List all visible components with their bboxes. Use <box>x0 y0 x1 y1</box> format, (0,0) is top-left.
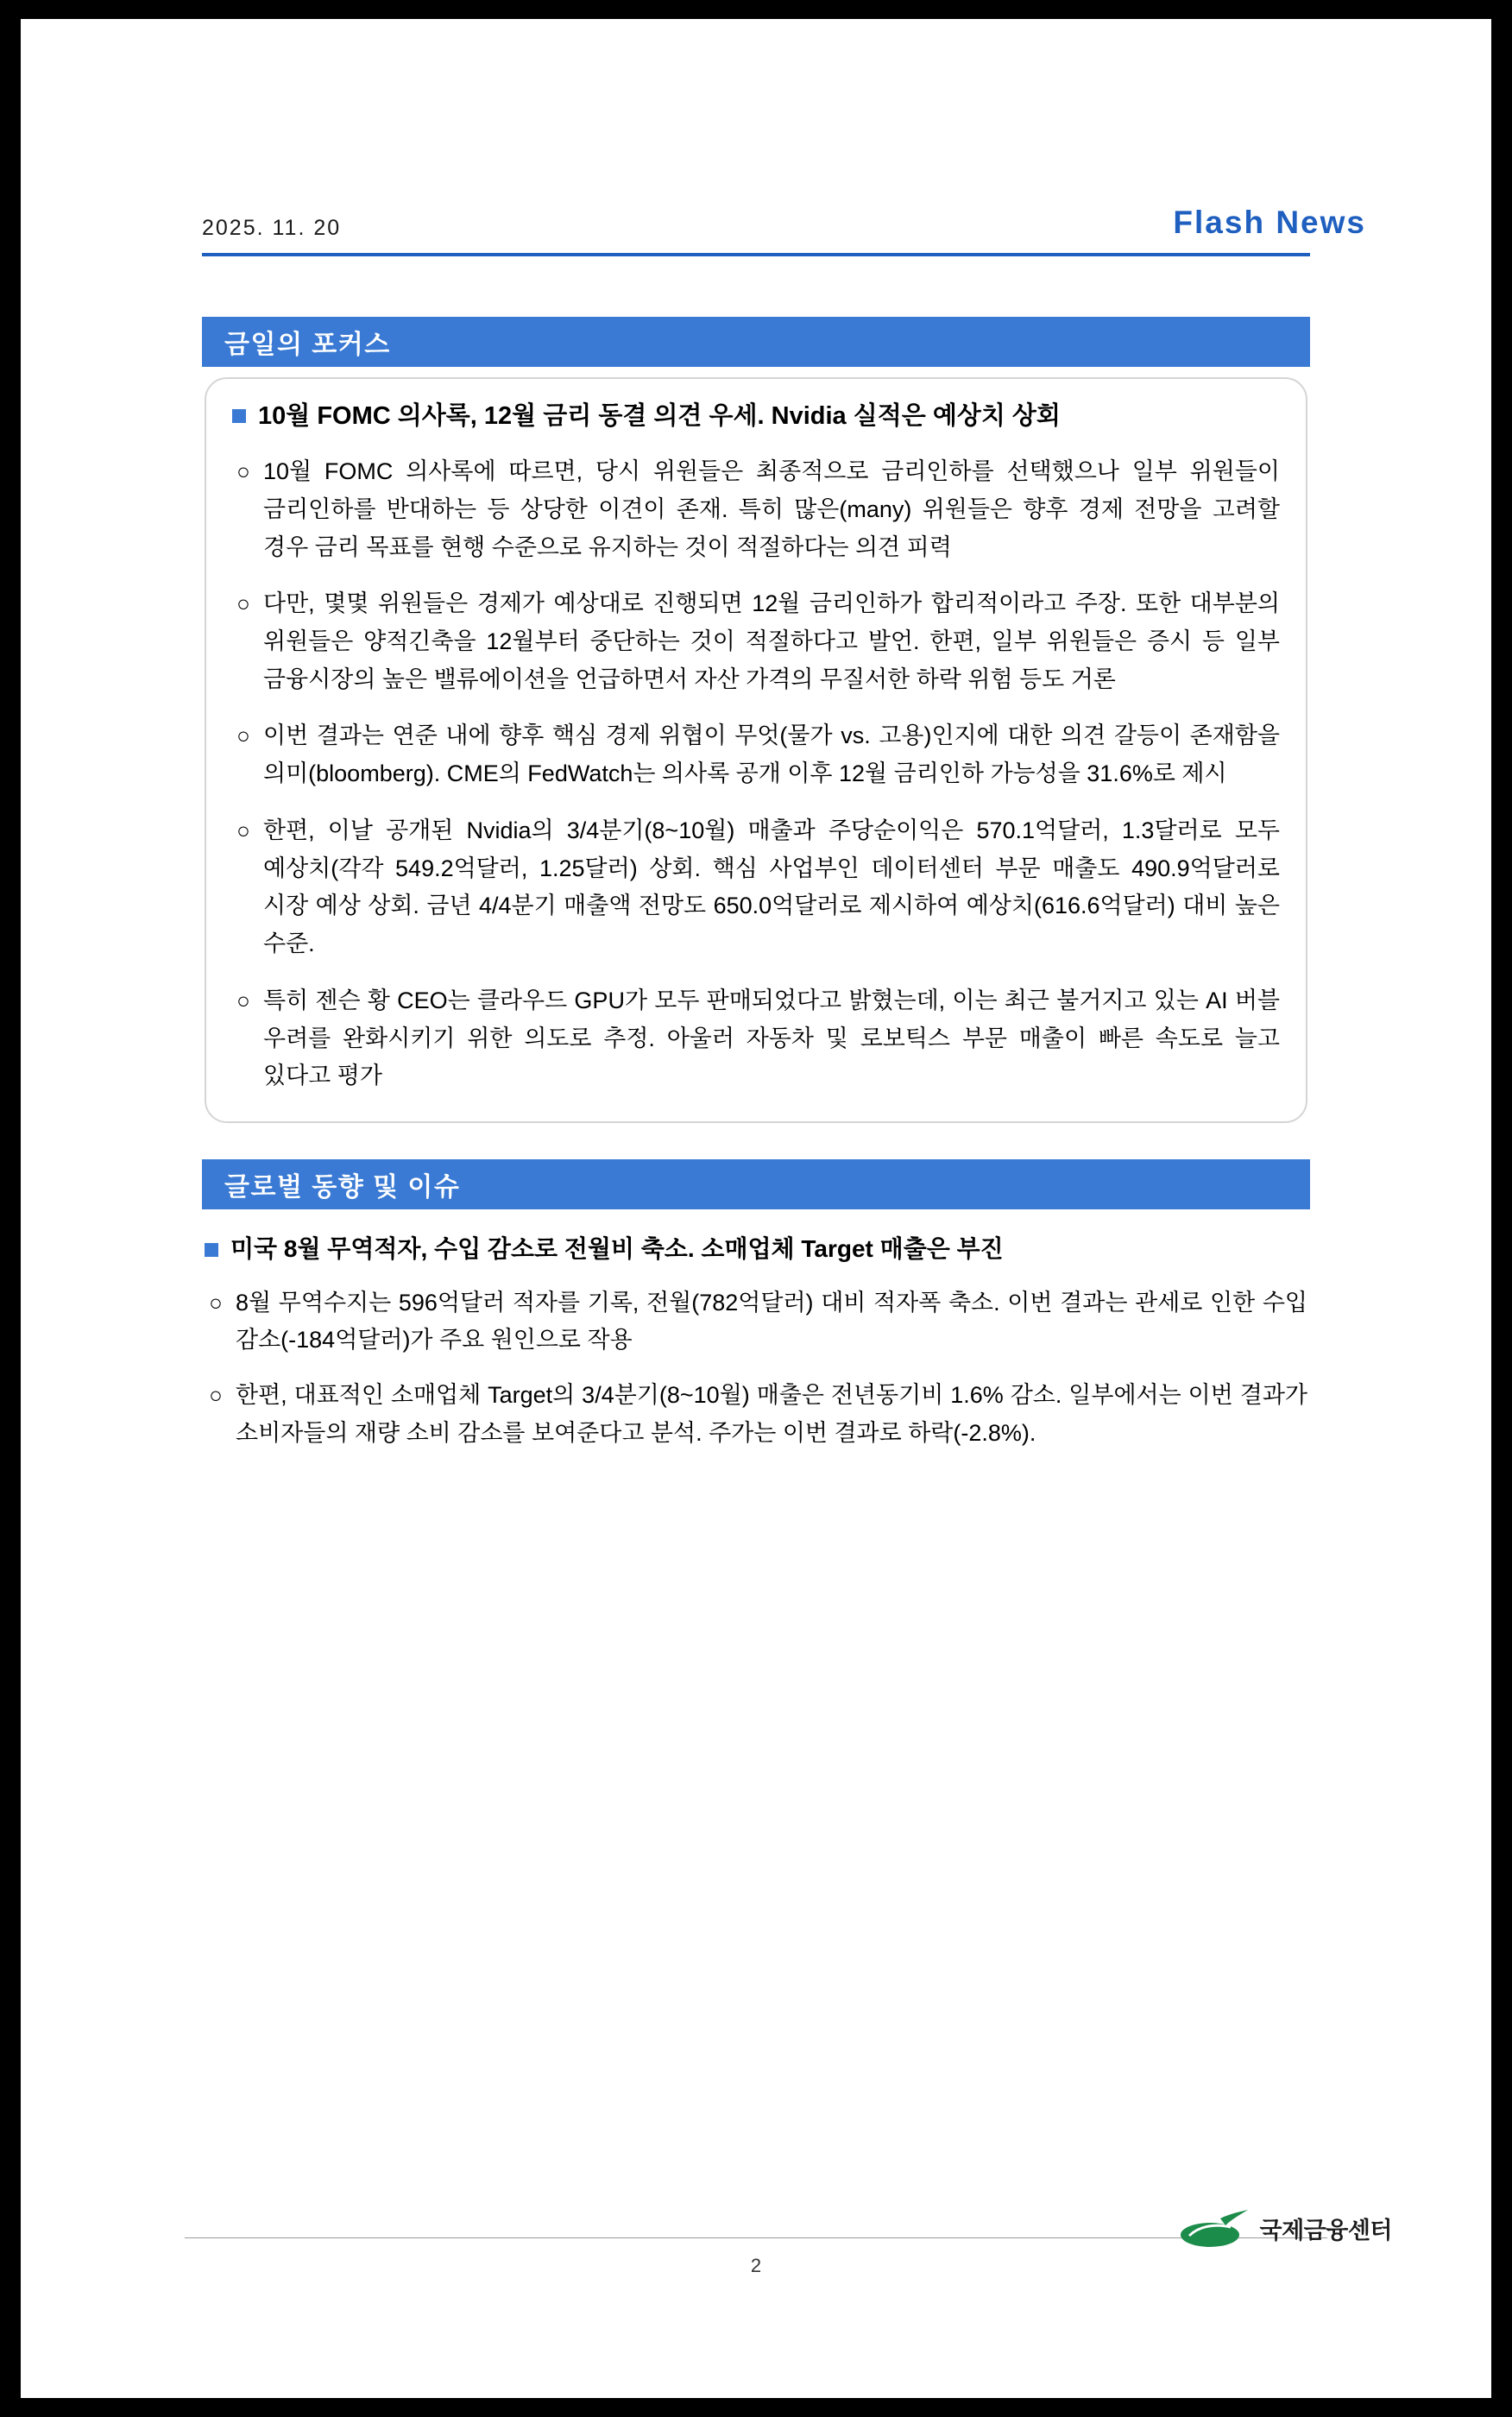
focus-headline <box>232 398 1280 434</box>
circle-bullet-icon: ○ <box>236 590 250 617</box>
section-title-global: 글로벌 동향 및 이슈 <box>224 1173 461 1202</box>
circle-bullet-icon: ○ <box>236 817 250 843</box>
document-date: 2025. 11. 20 <box>202 216 342 240</box>
leaf-logo-icon <box>1177 2206 1250 2250</box>
list-item <box>232 453 1280 566</box>
list-item <box>232 585 1280 698</box>
page-number: 2 <box>750 2255 762 2276</box>
organization-name: 국제금융센터 <box>1259 2217 1392 2243</box>
list-item <box>232 812 1280 963</box>
section-header-focus <box>202 317 1310 367</box>
list-item <box>205 1377 1307 1452</box>
organization-logo <box>1177 2206 1393 2250</box>
circle-bullet-icon: ○ <box>236 723 250 749</box>
circle-bullet-icon: ○ <box>236 458 250 485</box>
page-footer <box>21 2218 1491 2296</box>
list-item-text: 한편, 대표적인 소매업체 Target의 3/4분기(8~10월) 매출은 전년동기비 1.6% 감소. 일부에서는 이번 결과가 소비자들의 재량 소비 감소를 보여준다고 분석. 주가는 이번 결과로 하락(-2.8%). <box>236 1382 1307 1446</box>
circle-bullet-icon: ○ <box>209 1382 223 1409</box>
focus-content-box <box>205 377 1307 1123</box>
list-item-text: 한편, 이날 공개된 Nvidia의 3/4분기(8~10월) 매출과 주당순이익은 570.1억달러, 1.3달러로 모두 예상치(각각 549.2억달러, 1.25달러) 상회. 핵심 사업부인 데이터센터 부문 매출도 490.9억달러로 시장 예상 상회. 금년 4/4분기 매출액 전망도 650.0억달러로 제시하여 예상치(616.6억달러) 대비 높은 수준. <box>263 817 1280 957</box>
global-headline <box>205 1232 1307 1267</box>
list-item-text: 다만, 몇몇 위원들은 경제가 예상대로 진행되면 12월 금리인하가 합리적이라고 주장. 또한 대부분의 위원들은 양적긴축을 12월부터 중단하는 것이 적절하다고 발언. 한편, 일부 위원들은 증시 등 일부 금융시장의 높은 밸류에이션을 언급하면서 자산 가격의 무질서한 하락 위험 등도 거론 <box>263 590 1280 692</box>
focus-headline-text: 10월 FOMC 의사록, 12월 금리 동결 의견 우세. Nvidia 실적은 예상치 상회 <box>258 402 1061 430</box>
square-bullet-icon <box>205 1243 218 1257</box>
page-inner <box>21 19 1491 2398</box>
section-header-global <box>202 1159 1310 1209</box>
list-item <box>232 982 1280 1095</box>
list-item-text: 특히 젠슨 황 CEO는 클라우드 GPU가 모두 판매되었다고 밝혔는데, 이는 최근 불거지고 있는 AI 버블 우려를 완화시키기 위한 의도로 추정. 아울러 자동차 및 로보틱스 부문 매출이 빠른 속도로 늘고 있다고 평가 <box>263 987 1280 1089</box>
global-headline-text: 미국 8월 무역적자, 수입 감소로 전월비 축소. 소매업체 Target 매출은 부진 <box>230 1235 1004 1263</box>
section-title-focus: 금일의 포커스 <box>224 331 391 359</box>
list-item-text: 8월 무역수지는 596억달러 적자를 기록, 전월(782억달러) 대비 적자폭 축소. 이번 결과는 관세로 인한 수입 감소(-184억달러)가 주요 원인으로 작용 <box>236 1289 1307 1354</box>
list-item <box>205 1284 1307 1360</box>
document-page <box>21 19 1491 2398</box>
list-item <box>232 717 1280 792</box>
document-header <box>120 19 1392 241</box>
global-content-block <box>205 1232 1307 1453</box>
header-divider <box>202 253 1310 256</box>
list-item-text: 이번 결과는 연준 내에 향후 핵심 경제 위협이 무엇(물가 vs. 고용)인지에 대한 의견 갈등이 존재함을 의미(bloomberg). CME의 FedWatch는 의사록 공개 이후 12월 금리인하 가능성을 31.6%로 제시 <box>263 723 1280 787</box>
list-item-text: 10월 FOMC 의사록에 따르면, 당시 위원들은 최종적으로 금리인하를 선택했으나 일부 위원들이 금리인하를 반대하는 등 상당한 이견이 존재. 특히 많은(many) 위원들은 향후 경제 전망을 고려할 경우 금리 목표를 현행 수준으로 유지하는 것이 적절하다는 의견 피력 <box>263 458 1280 560</box>
document-brand-title: Flash News <box>1173 205 1366 240</box>
circle-bullet-icon: ○ <box>236 987 250 1013</box>
footer-divider <box>185 2237 1327 2238</box>
circle-bullet-icon: ○ <box>209 1289 223 1316</box>
square-bullet-icon <box>232 409 246 423</box>
